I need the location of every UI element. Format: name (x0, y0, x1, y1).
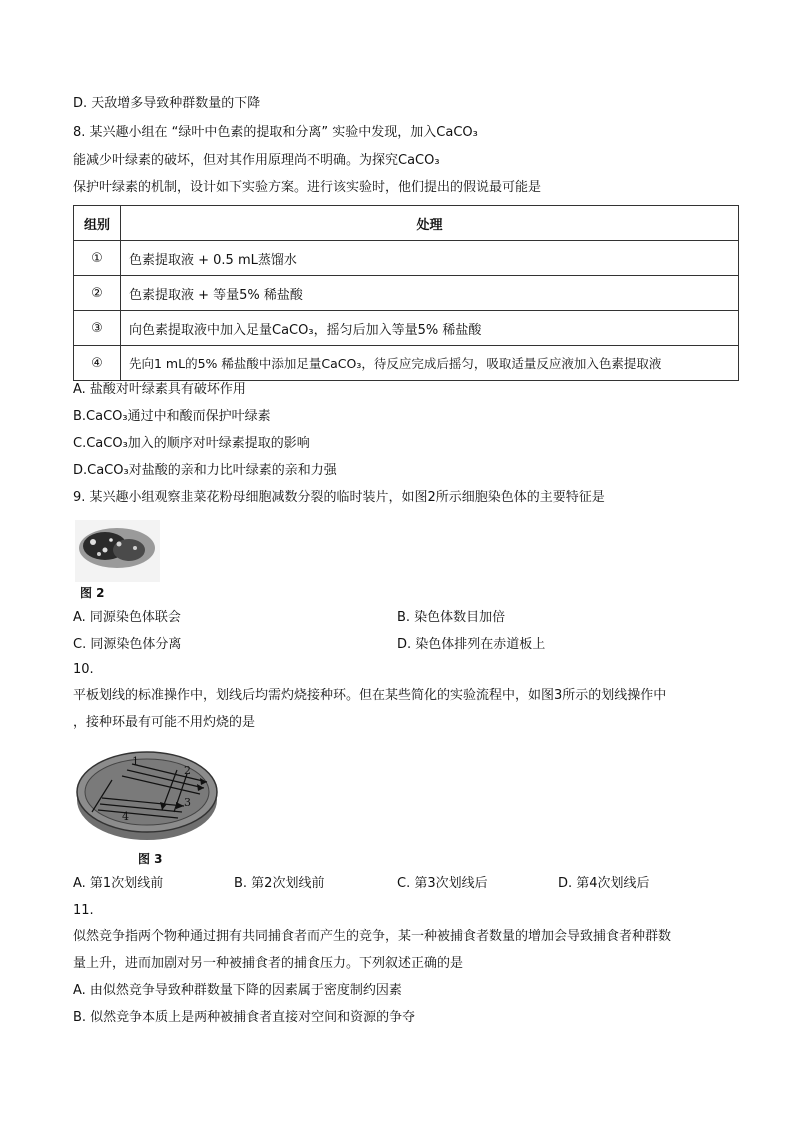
q8-stem-line-3: 保护叶绿素的机制，设计如下实验方案。进行该实验时，他们提出的假说最可能是 (73, 180, 542, 195)
figure-3-caption: 图 3 (138, 852, 163, 866)
q8-stem-line-1: 8. 某兴趣小组在 “绿叶中色素的提取和分离” 实验中发现，加入CaCO₃ (73, 125, 478, 140)
q10-stem-line-2: ，接种环最有可能不用灼烧的是 (73, 715, 256, 730)
figure-3-label-4: 4 (122, 810, 129, 823)
table-cell-group: ② (74, 276, 121, 311)
table-row (74, 346, 739, 381)
table-cell-treatment: 向色素提取液中加入足量CaCO₃，摇匀后加入等量5% 稀盐酸 (121, 311, 739, 346)
figure-2-caption: 图 2 (80, 586, 105, 600)
q9-option-c: C. 同源染色体分离 (73, 637, 182, 652)
table-header-row (74, 206, 739, 241)
q8-stem-line-2: 能减少叶绿素的破坏，但对其作用原理尚不明确。为探究CaCO₃ (73, 153, 440, 168)
table-cell-treatment: 色素提取液 + 等量5% 稀盐酸 (121, 276, 739, 311)
q8-option-c: C.CaCO₃加入的顺序对叶绿素提取的影响 (73, 436, 310, 451)
q8-option-b: B.CaCO₃通过中和酸而保护叶绿素 (73, 409, 271, 424)
q9-stem: 9. 某兴趣小组观察韭菜花粉母细胞减数分裂的临时装片，如图2所示细胞染色体的主要特征是 (73, 490, 605, 505)
figure-3-streak-plate (72, 740, 222, 845)
table-cell-group: ③ (74, 311, 121, 346)
experiment-table (73, 205, 739, 381)
q11-stem-line-1: 似然竞争指两个物种通过拥有共同捕食者而产生的竞争，某一种被捕食者数量的增加会导致捕食者种群数 (73, 929, 672, 944)
q8-option-d: D.CaCO₃对盐酸的亲和力比叶绿素的亲和力强 (73, 463, 337, 478)
table-cell-group: ④ (74, 346, 121, 381)
q10-stem-line-1: 平板划线的标准操作中，划线后均需灼烧接种环。但在某些简化的实验流程中，如图3所示的划线操作中 (73, 688, 667, 703)
table-header-group: 组别 (74, 206, 121, 241)
q10-option-a: A. 第1次划线前 (73, 876, 164, 891)
table-row (74, 241, 739, 276)
figure-3-label-1: 1 (132, 755, 139, 768)
q11-stem-line-2: 量上升，进而加剧对另一种被捕食者的捕食压力。下列叙述正确的是 (73, 956, 464, 971)
figure-2-micrograph (75, 520, 160, 582)
table-row (74, 276, 739, 311)
table-cell-treatment: 先向1 mL的5% 稀盐酸中添加足量CaCO₃，待反应完成后摇匀，吸取适量反应液加入色素提取液 (121, 346, 739, 381)
q10-number: 10. (73, 662, 94, 677)
figure-3-label-2: 2 (184, 764, 191, 777)
q9-option-d: D. 染色体排列在赤道板上 (397, 637, 546, 652)
q9-option-a: A. 同源染色体联会 (73, 610, 181, 625)
q10-option-b: B. 第2次划线前 (234, 876, 325, 891)
q10-option-d: D. 第4次划线后 (558, 876, 650, 891)
q10-option-c: C. 第3次划线后 (397, 876, 488, 891)
table-cell-group: ① (74, 241, 121, 276)
table-header-treatment: 处理 (121, 206, 739, 241)
q11-option-a: A. 由似然竞争导致种群数量下降的因素属于密度制约因素 (73, 983, 402, 998)
q8-option-a: A. 盐酸对叶绿素具有破坏作用 (73, 382, 246, 397)
q11-number: 11. (73, 903, 94, 918)
q7-option-d: D. 天敌增多导致种群数量的下降 (73, 96, 261, 111)
table-cell-treatment: 色素提取液 + 0.5 mL蒸馏水 (121, 241, 739, 276)
q11-option-b: B. 似然竞争本质上是两种被捕食者直接对空间和资源的争夺 (73, 1010, 416, 1025)
figure-3-label-3: 3 (184, 796, 191, 809)
q9-option-b: B. 染色体数目加倍 (397, 610, 506, 625)
table-row (74, 311, 739, 346)
